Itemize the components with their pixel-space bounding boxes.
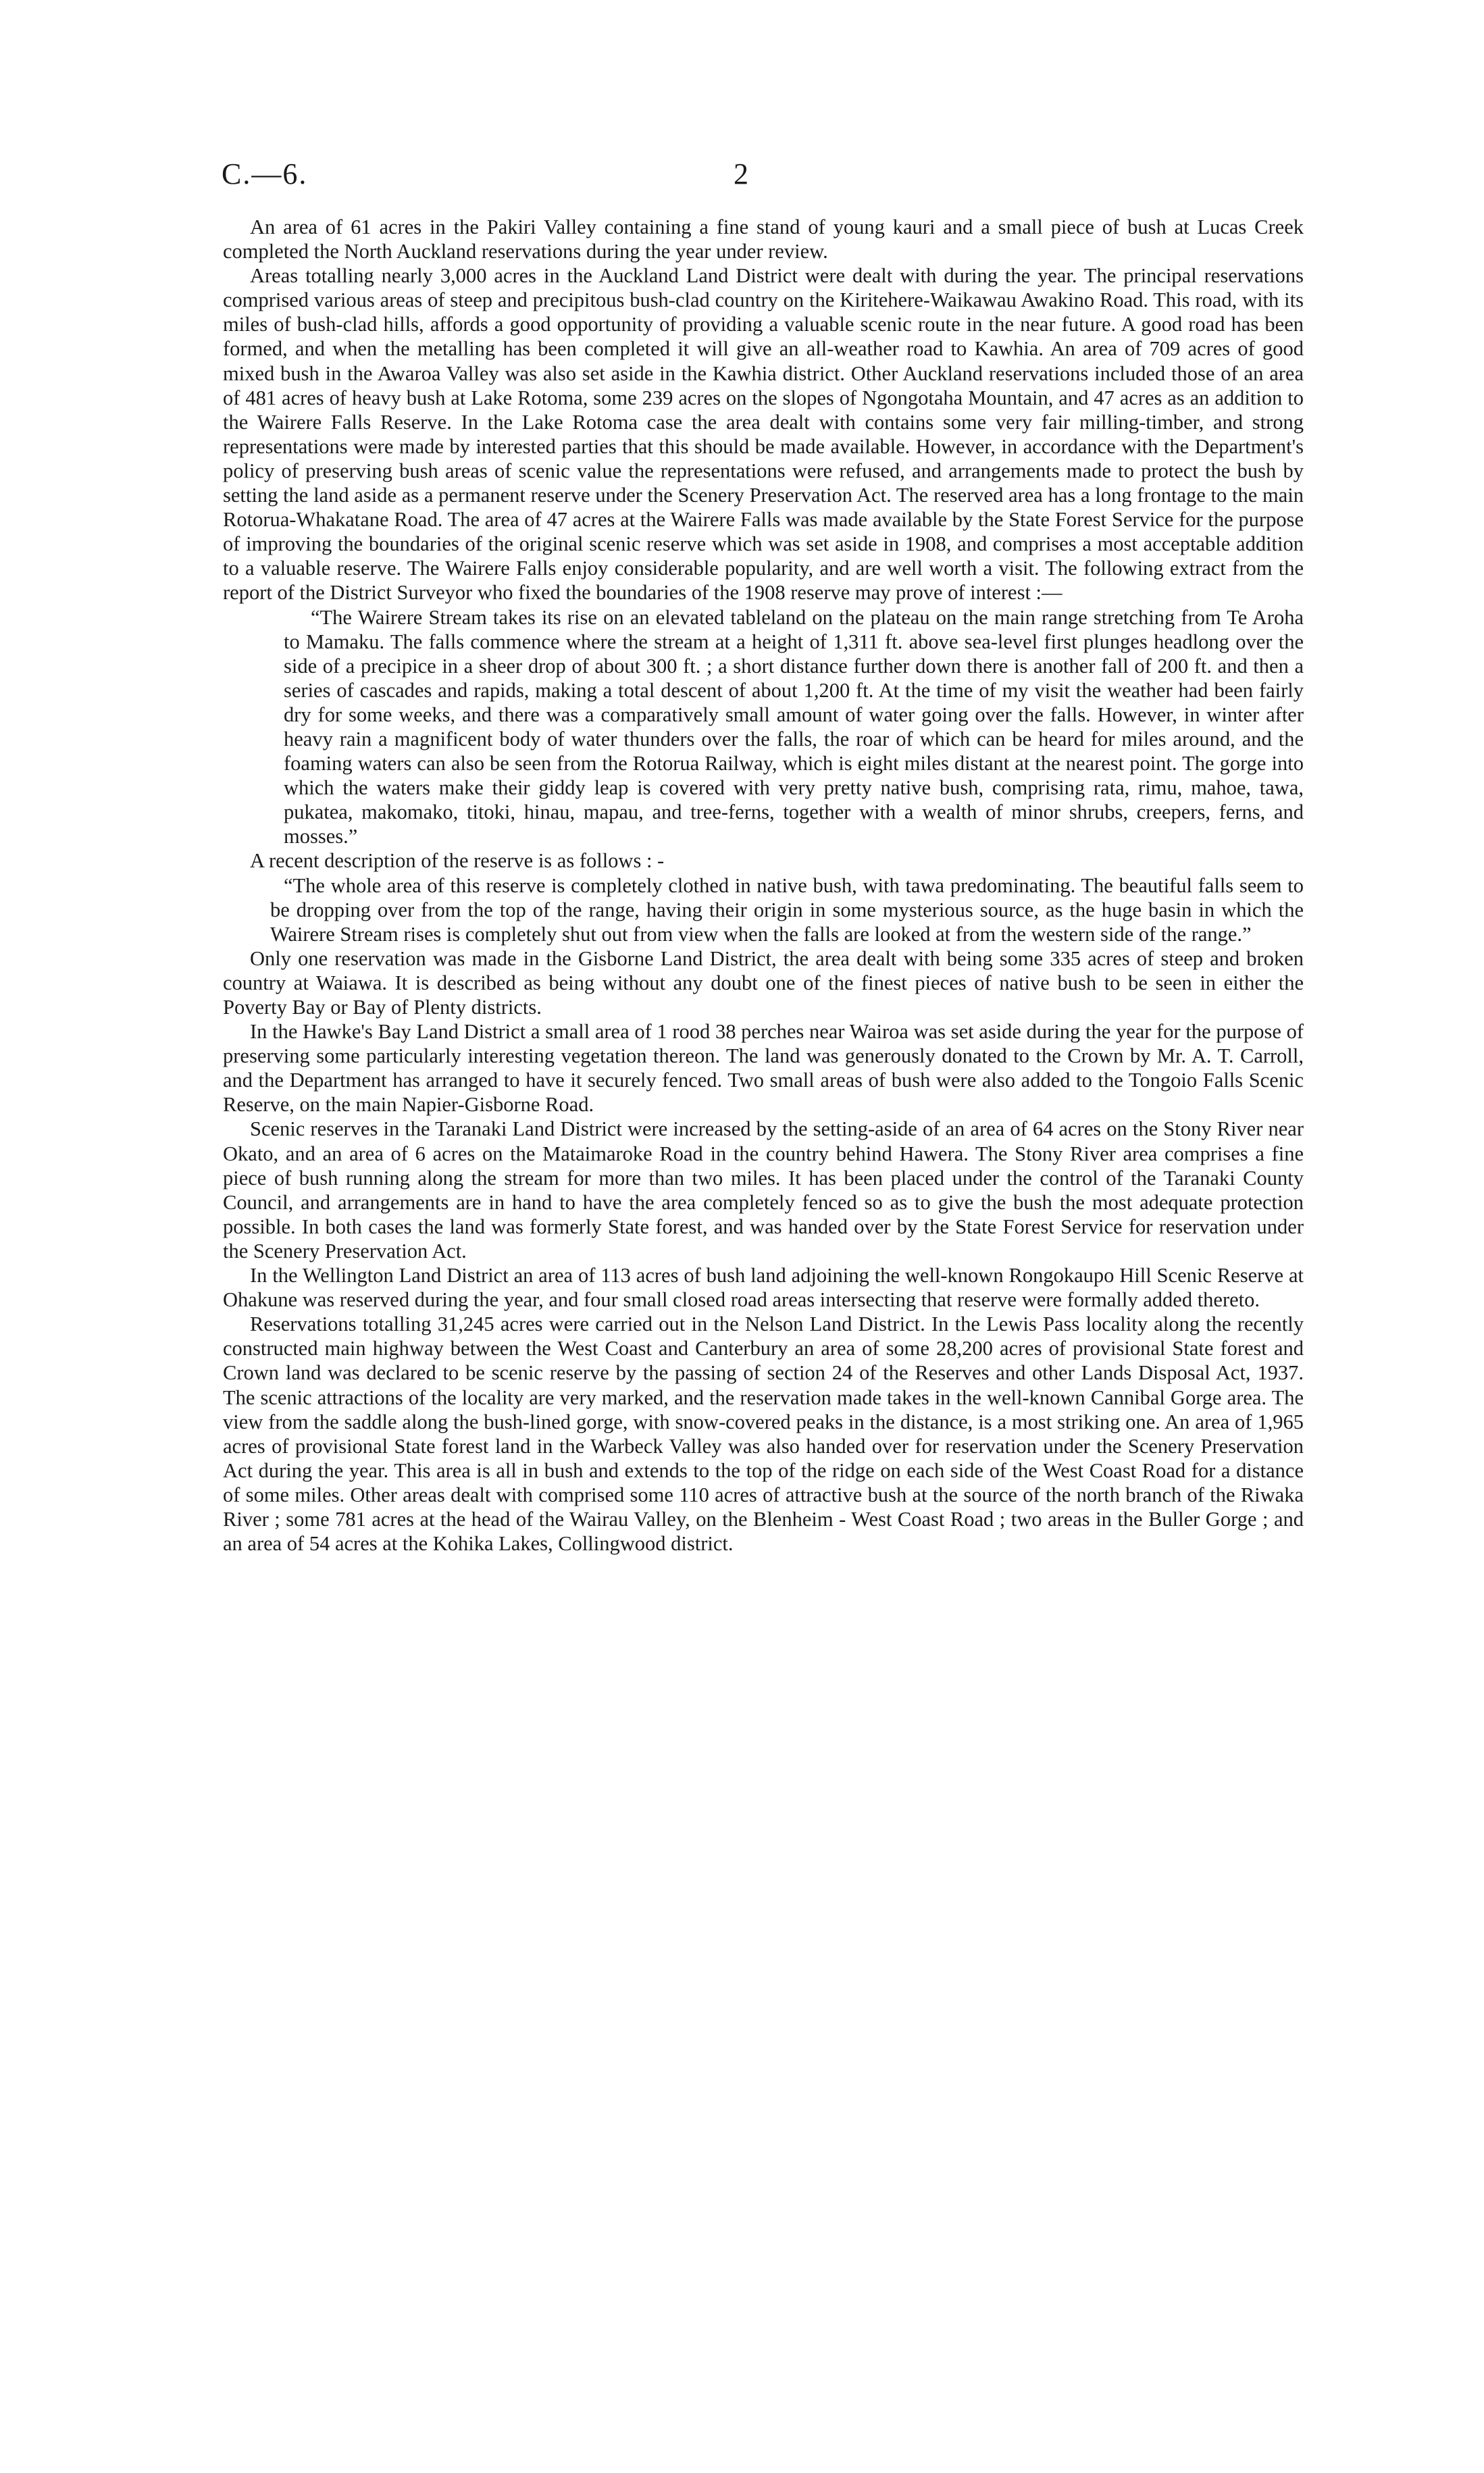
paragraph-nelson: Reservations totalling 31,245 acres were carried out in the Nelson Land District. In the Lewis Pass locality along the recently constructed main highway between the West Coast and Canterbury an area of some 28,200 acres of provisional State forest and Crown land was declared to be scenic reserve by the passing of section 24 of the Reserves and other Lands Disposal Act, 1937. The scenic attractions of the locality are very marked, and the reservation made takes in the well-known Cannibal Gorge area. The view from the saddle along the bush-lined gorge, with snow-covered peaks in the distance, is a most striking one. An area of 1,965 acres of provisional State forest land in the Warbeck Valley was also handed over for reservation under the Scenery Preservation Act during the year. This area is all in bush and extends to the top of the ridge on each side of the West Coast Road for a distance of some miles. Other areas dealt with comprised some 110 acres of attractive bush at the source of the north branch of the Riwaka River ; some 781 acres at the head of the Wairau Valley, on the Blenheim - West Coast Road ; two areas in the Buller Gorge ; and an area of 54 acres at the Kohika Lakes, Collingwood district.: [223, 1312, 1304, 1556]
page-number: 2: [734, 157, 748, 190]
body-text: [223, 215, 1304, 1556]
paragraph-north-auckland: An area of 61 acres in the Pakiri Valley containing a fine stand of young kauri and a small piece of bush at Lucas Creek completed the North Auckland reservations during the year under review.: [223, 215, 1304, 263]
paragraph-taranaki: Scenic reserves in the Taranaki Land District were increased by the setting-aside of an area of 64 acres on the Stony River near Okato, and an area of 6 acres on the Mataimaroke Road in the country behind Hawera. The Stony River area comprises a fine piece of bush running along the stream for more than two miles. It has been placed under the control of the Taranaki County Council, and arrangements are in hand to have the area completely fenced so as to give the bush the most adequate protection possible. In both cases the land was formerly State forest, and was handed over by the State Forest Service for reservation under the Scenery Preservation Act.: [223, 1117, 1304, 1263]
quote-district-surveyor: “The Wairere Stream takes its rise on an elevated tableland on the plateau on the main range stretching from Te Aroha to Mamaku. The falls commence where the stream at a height of 1,311 ft. above sea-level first plunges headlong over the side of a precipice in a sheer drop of about 300 ft. ; a short distance further down there is another fall of 200 ft. and then a series of cascades and rapids, making a total descent of about 1,200 ft. At the time of my visit the weather had been fairly dry for some weeks, and there was a comparatively small amount of water going over the falls. However, in winter after heavy rain a magnificent body of water thunders over the falls, the roar of which can be heard for miles around, and the foaming waters can also be seen from the Rotorua Railway, which is eight miles distant at the nearest point. The gorge into which the waters make their giddy leap is covered with very pretty native bush, comprising rata, rimu, mahoe, tawa, pukatea, makomako, titoki, hinau, mapau, and tree-ferns, together with a wealth of minor shrubs, creepers, ferns, and mosses.”: [284, 605, 1304, 848]
paragraph-hawkes-bay: In the Hawke's Bay Land District a small area of 1 rood 38 perches near Wairoa was set aside during the year for the purpose of preserving some particularly interesting vegetation thereon. The land was generously donated to the Crown by Mr. A. T. Carroll, and the Department has arranged to have it securely fenced. Two small areas of bush were also added to the Tongoio Falls Scenic Reserve, on the main Napier-Gisborne Road.: [223, 1020, 1304, 1117]
quote-recent-description: “The whole area of this reserve is completely clothed in native bush, with tawa predominating. The beautiful falls seem to be dropping over from the top of the range, having their origin in some mysterious source, as the huge basin in which the Wairere Stream rises is completely shut out from view when the falls are looked at from the western side of the range.”: [270, 873, 1304, 946]
paragraph-gisborne: Only one reservation was made in the Gisborne Land District, the area dealt with being some 335 acres of steep and broken country at Waiawa. It is described as being without any doubt one of the finest pieces of native bush to be seen in either the Poverty Bay or Bay of Plenty districts.: [223, 946, 1304, 1019]
paragraph-recent-description: A recent description of the reserve is as follows : -: [250, 849, 665, 873]
document-reference: C.—6.: [222, 157, 308, 190]
paragraph-auckland: Areas totalling nearly 3,000 acres in the Auckland Land District were dealt with during the year. The principal reservations comprised various areas of steep and precipitous bush-clad country on the Kiritehere-Waikawau Awakino Road. This road, with its miles of bush-clad hills, affords a good opportunity of providing a valuable scenic route in the near future. A good road has been formed, and when the metalling has been completed it will give an all-weather road to Kawhia. An area of 709 acres of good mixed bush in the Awaroa Valley was also set aside in the Kawhia district. Other Auckland reservations included those of an area of 481 acres of heavy bush at Lake Rotoma, some 239 acres on the slopes of Ngongotaha Mountain, and 47 acres as an addition to the Wairere Falls Reserve. In the Lake Rotoma case the area dealt with contains some very fair milling-timber, and strong representations were made by interested parties that this should be made available. However, in accordance with the Department's policy of preserving bush areas of scenic value the representations were refused, and arrangements made to protect the bush by setting the land aside as a permanent reserve under the Scenery Preservation Act. The reserved area has a long frontage to the main Rotorua-Whakatane Road. The area of 47 acres at the Wairere Falls was made available by the State Forest Service for the purpose of improving the boundaries of the original scenic reserve which was set aside in 1908, and comprises a most acceptable addition to a valuable reserve. The Wairere Falls enjoy considerable popularity, and are well worth a visit. The following extract from the report of the District Surveyor who fixed the boundaries of the 1908 reserve may prove of interest :—: [223, 264, 1304, 605]
paragraph-wellington: In the Wellington Land District an area of 113 acres of bush land adjoining the well-known Rongokaupo Hill Scenic Reserve at Ohakune was reserved during the year, and four small closed road areas intersecting that reserve were formally added thereto.: [223, 1264, 1304, 1312]
